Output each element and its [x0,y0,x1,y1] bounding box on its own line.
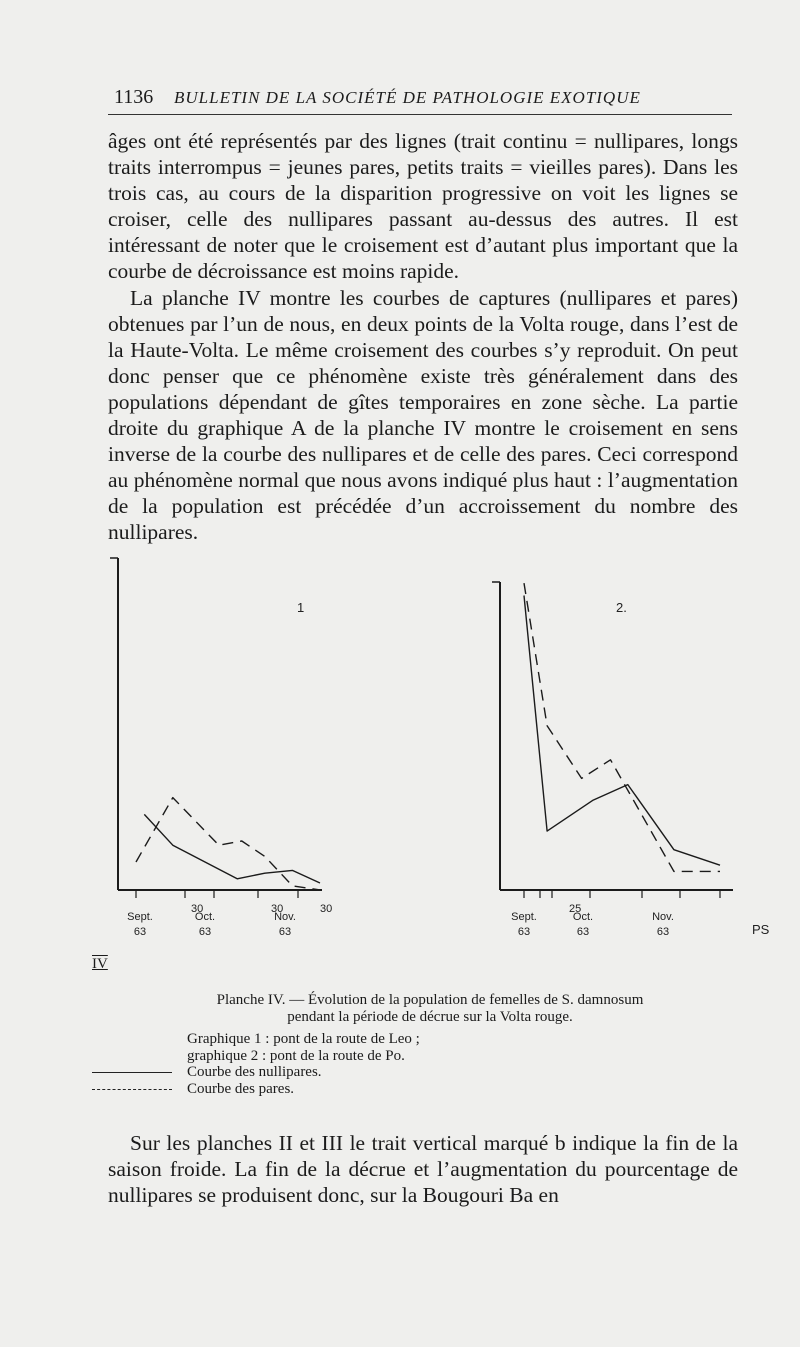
caption-line-1: Planche IV. — Évolution de la population de femelles de S. damnosum [216,992,644,1008]
x-tick-year: 63 [517,926,531,938]
paragraph-2: La planche IV montre les courbes de captures (nullipares et pares) obtenues par l’un de nous, en deux points de la Volta rouge, dans l’est de la Haute-Volta. Le même croisement des courbes s’y reproduit. On peut donc penser que ce phénomène existe très généralement dans des populations dépendant de gîtes temporaires en zone sèche. La partie droite du graphique A de la planche IV montre le croisement en sens inverse de la courbe des nullipares et de celle des pares. Ceci correspond au phénomène normal que nous avons indiqué plus haut : l’augmentation de la population est précédée d’un accroissement du nombre des nullipares. [108,285,738,545]
legend-solid-line-sample [92,1072,172,1073]
x-tick-year: 63 [278,926,292,938]
running-header [108,86,732,115]
graph-2 [492,582,733,938]
series-line-nullipares [524,596,720,866]
x-tick-month: Sept. [511,911,537,923]
plate-iv-figure [0,540,800,960]
x-tick-month: Oct. [572,911,594,923]
journal-title: BULLETIN DE LA SOCIÉTÉ DE PATHOLOGIE EXOTIQUE [174,88,641,107]
graph-1 [110,558,332,938]
plate-number: IV [92,956,108,972]
caption-line-2: pendant la période de décrue sur la Volta rouge. [287,1009,573,1025]
x-tick-year: 63 [656,926,670,938]
legend-graph-2: graphique 2 : pont de la route de Po. [187,1047,405,1064]
series-line-pares [136,798,320,890]
page-number: 1136 [114,86,154,108]
body-text-bottom [108,1130,738,1208]
x-tick-day: 30 [271,903,284,915]
x-tick-year: 63 [576,926,590,938]
x-tick-day: 25 [569,903,582,915]
figure-caption [150,992,710,1026]
body-text-top [108,128,738,546]
series-line-nullipares [144,814,320,883]
x-tick-month: Nov. [274,911,296,923]
x-tick-day: 30 [320,903,333,915]
right-axis-label: PS [752,922,770,937]
x-tick-year: 63 [198,926,212,938]
legend-solid-label: Courbe des nullipares. [187,1064,322,1080]
legend-dashed-line-sample [92,1089,172,1090]
paragraph-1: âges ont été représentés par des lignes (trait continu = nullipares, longs traits interrompus = jeunes pares, petits traits = vieilles pares). Dans les trois cas, au cours de la disparition progressive on voit les lignes se croiser, celle des nullipares passant au-dessus des autres. Il est intéressant de noter que le croisement est d’autant plus important que la courbe de décroissance est moins rapide. [108,129,738,284]
series-line-pares [524,583,720,871]
legend-graph-1: Graphique 1 : pont de la route de Leo ; [187,1031,420,1047]
panel-label: 2. [616,600,627,615]
x-tick-year: 63 [133,926,147,938]
legend-dashed-label: Courbe des pares. [187,1080,295,1097]
x-tick-day: 30 [191,903,204,915]
paragraph-3: Sur les planches II et III le trait vertical marqué b indique la fin de la saison froide. La fin de la décrue et l’augmentation du pourcentage de nullipares se produisent donc, sur la Bougouri Ba en [108,1131,738,1208]
figure-legend [92,1031,732,1097]
x-tick-month: Sept. [127,911,153,923]
x-tick-month: Oct. [194,911,216,923]
panel-label: 1 [297,600,305,615]
x-tick-month: Nov. [652,911,674,923]
